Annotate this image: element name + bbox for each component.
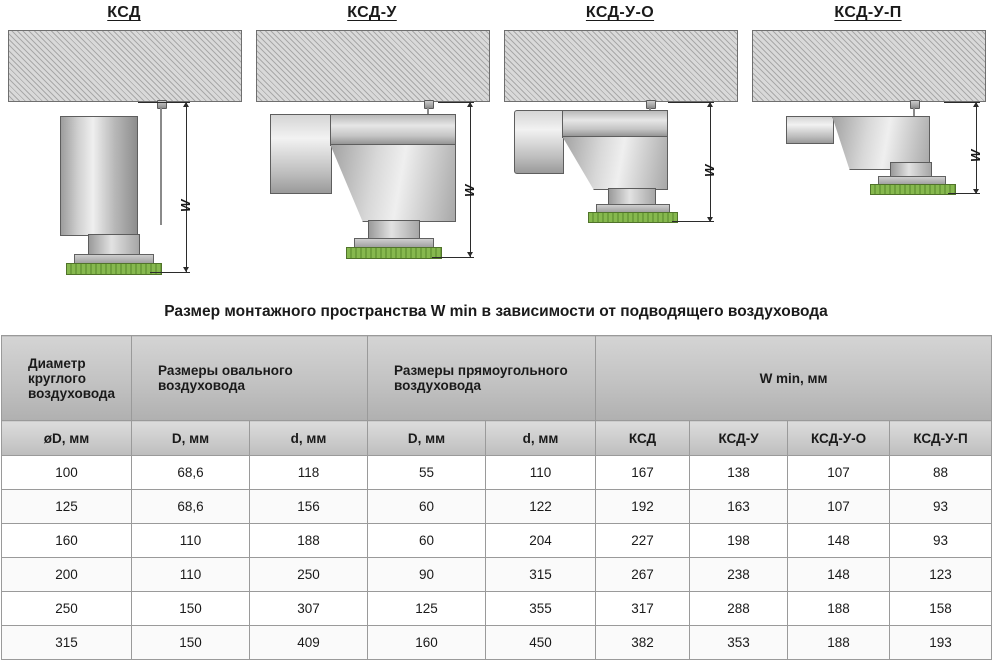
cell: 204	[486, 524, 596, 558]
subheader-rect-D: D, мм	[368, 421, 486, 456]
cell: 150	[132, 626, 250, 660]
ceiling-slab	[752, 30, 986, 102]
diagram-panel-ksd	[0, 0, 248, 285]
dimension-tick-top	[944, 102, 980, 103]
duct-body-top	[562, 110, 668, 138]
inlet-plenum	[786, 116, 834, 144]
cell: 125	[2, 490, 132, 524]
diffuser-plate	[588, 212, 678, 223]
cell: 288	[690, 592, 788, 626]
cell: 68,6	[132, 490, 250, 524]
group-header-oval-duct: Размеры овального воздуховода	[132, 336, 368, 421]
subheader-ksd-u-p: КСД-У-П	[890, 421, 992, 456]
cell: 188	[788, 592, 890, 626]
cell: 382	[596, 626, 690, 660]
duct-taper	[562, 136, 668, 190]
cell: 188	[788, 626, 890, 660]
diagram-panel-ksd-u-p	[744, 0, 992, 285]
ceiling-slab	[8, 30, 242, 102]
subheader-round-d: øD, мм	[2, 421, 132, 456]
dimension-tick-bottom	[432, 257, 474, 258]
table-row	[2, 558, 992, 592]
cell: 90	[368, 558, 486, 592]
suspension-rod	[160, 107, 162, 225]
table-row	[2, 626, 992, 660]
dimension-tick-bottom	[150, 272, 190, 273]
mount-bolt-icon	[910, 100, 920, 109]
table-row	[2, 524, 992, 558]
cell: 110	[486, 456, 596, 490]
cell: 188	[250, 524, 368, 558]
wmin-table	[1, 335, 992, 660]
mount-bolt-icon	[424, 100, 434, 109]
cell: 409	[250, 626, 368, 660]
cell: 267	[596, 558, 690, 592]
table-row	[2, 456, 992, 490]
cell: 353	[690, 626, 788, 660]
cell: 315	[486, 558, 596, 592]
dimension-label-w: W	[702, 164, 717, 177]
cell: 315	[2, 626, 132, 660]
diffuser-plate	[346, 247, 442, 259]
cell: 317	[596, 592, 690, 626]
cell: 150	[132, 592, 250, 626]
dimension-line	[186, 102, 187, 272]
cell: 122	[486, 490, 596, 524]
diagram-panel-ksd-u-o	[496, 0, 744, 285]
cell: 355	[486, 592, 596, 626]
dimension-tick-top	[438, 102, 474, 103]
cell: 167	[596, 456, 690, 490]
cell: 138	[690, 456, 788, 490]
diagram-title: КСД-У	[347, 4, 397, 21]
dimension-tick-top	[668, 102, 714, 103]
cell: 88	[890, 456, 992, 490]
cell: 250	[250, 558, 368, 592]
dimension-line	[710, 102, 711, 222]
cell: 107	[788, 490, 890, 524]
cell: 110	[132, 558, 250, 592]
cell: 160	[2, 524, 132, 558]
table-subheader-row	[2, 421, 992, 456]
cell: 198	[690, 524, 788, 558]
subheader-oval-D: D, мм	[132, 421, 250, 456]
cell: 123	[890, 558, 992, 592]
cell: 93	[890, 490, 992, 524]
dimension-line	[976, 102, 977, 194]
cell: 60	[368, 524, 486, 558]
cell: 158	[890, 592, 992, 626]
cell: 193	[890, 626, 992, 660]
inlet-plenum	[514, 110, 564, 174]
table-caption: Размер монтажного пространства W min в зависимости от подводящего воздуховода	[164, 303, 828, 320]
mount-bolt-icon	[646, 100, 656, 109]
cell: 125	[368, 592, 486, 626]
cell: 250	[2, 592, 132, 626]
diagram-title: КСД-У-О	[585, 4, 655, 21]
dimension-tick-top	[138, 102, 190, 103]
diffuser-plate	[66, 263, 162, 275]
cell: 110	[132, 524, 250, 558]
cell: 60	[368, 490, 486, 524]
dimension-line	[470, 102, 471, 257]
table-group-header-row	[2, 336, 992, 421]
inlet-plenum	[270, 114, 332, 194]
cell: 307	[250, 592, 368, 626]
subheader-ksd-u: КСД-У	[690, 421, 788, 456]
duct-body	[60, 116, 138, 236]
diagram-figure-ksd-u-p	[744, 22, 992, 272]
cell: 100	[2, 456, 132, 490]
diagram-title: КСД	[107, 4, 141, 21]
dimension-label-w: W	[462, 184, 477, 197]
group-header-rect-duct: Размеры прямоугольного воздуховода	[368, 336, 596, 421]
cell: 192	[596, 490, 690, 524]
subheader-oval-d: d, мм	[250, 421, 368, 456]
dimension-label-w: W	[968, 149, 983, 162]
cell: 156	[250, 490, 368, 524]
cell: 450	[486, 626, 596, 660]
duct-taper	[330, 144, 456, 222]
cell: 107	[788, 456, 890, 490]
group-header-round-duct: Диаметр круглого воздуховода	[2, 336, 132, 421]
cell: 227	[596, 524, 690, 558]
diffuser-neck	[88, 234, 140, 256]
dimension-tick-bottom	[948, 193, 980, 194]
subheader-rect-d: d, мм	[486, 421, 596, 456]
table-row	[2, 490, 992, 524]
subheader-ksd-u-o: КСД-У-О	[788, 421, 890, 456]
dimension-tick-bottom	[672, 221, 714, 222]
duct-body-top	[330, 114, 456, 146]
diffuser-neck	[368, 220, 420, 240]
group-header-wmin: W min, мм	[596, 336, 992, 421]
cell: 55	[368, 456, 486, 490]
diagram-strip	[0, 0, 992, 285]
ceiling-slab	[256, 30, 490, 102]
diagram-figure-ksd	[0, 22, 248, 272]
ceiling-slab	[504, 30, 738, 102]
cell: 68,6	[132, 456, 250, 490]
diagram-figure-ksd-u	[248, 22, 496, 272]
diffuser-plate	[870, 184, 956, 195]
cell: 238	[690, 558, 788, 592]
dimension-label-w: W	[178, 199, 193, 212]
cell: 148	[788, 558, 890, 592]
table-row	[2, 592, 992, 626]
cell: 148	[788, 524, 890, 558]
cell: 118	[250, 456, 368, 490]
diagram-figure-ksd-u-o	[496, 22, 744, 272]
diagram-panel-ksd-u	[248, 0, 496, 285]
cell: 160	[368, 626, 486, 660]
diagram-title: КСД-У-П	[834, 4, 902, 21]
cell: 93	[890, 524, 992, 558]
subheader-ksd: КСД	[596, 421, 690, 456]
cell: 200	[2, 558, 132, 592]
cell: 163	[690, 490, 788, 524]
